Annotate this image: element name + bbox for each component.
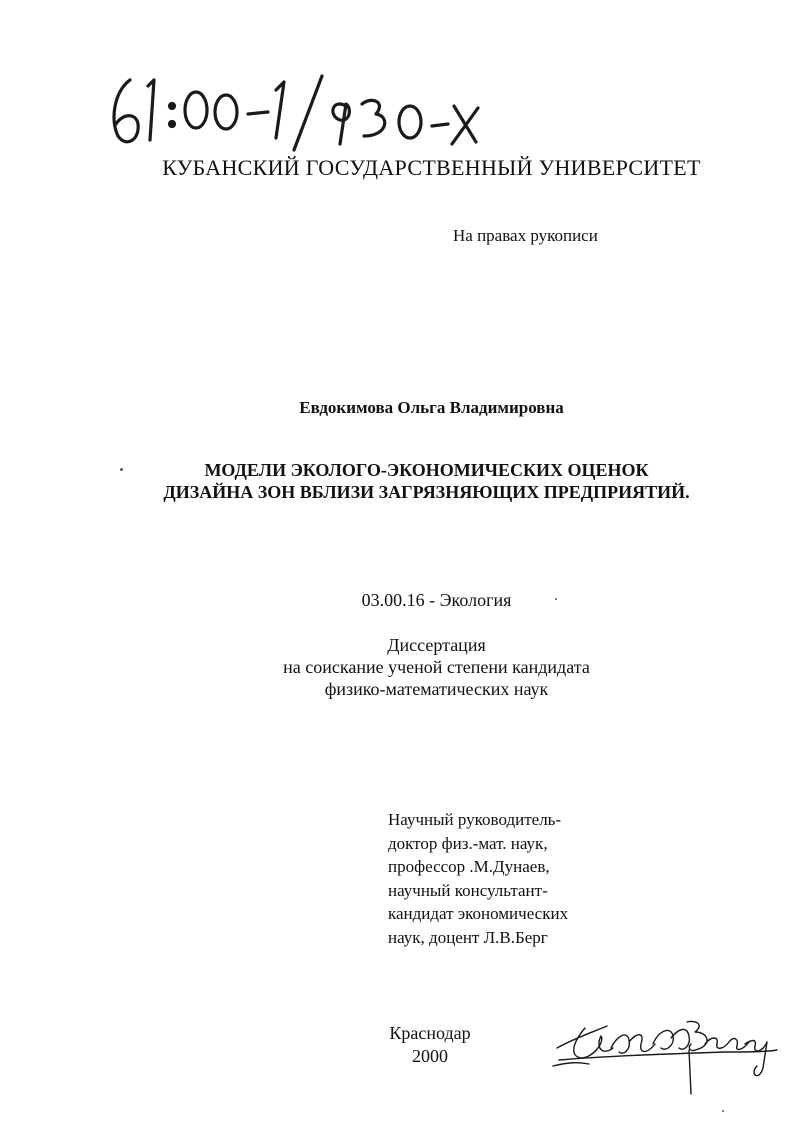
supervisor-line-3: профессор .М.Дунаев, xyxy=(388,857,550,876)
supervisor-line-4: научный консультант- xyxy=(388,880,548,900)
scan-speck xyxy=(120,468,123,471)
city-year xyxy=(370,1022,490,1068)
degree-statement xyxy=(0,634,793,700)
degree-line-1: Диссертация xyxy=(387,635,486,655)
supervisor-line-2: доктор физ.-мат. наук, xyxy=(388,833,548,853)
supervisors-block xyxy=(388,808,568,949)
title-line-1: МОДЕЛИ ЭКОЛОГО-ЭКОНОМИЧЕСКИХ ОЦЕНОК xyxy=(204,460,649,480)
degree-line-2: на соискание ученой степени кандидата xyxy=(283,657,590,677)
specialty-code: 03.00.16 - Экология xyxy=(361,590,512,610)
title-line-2: ДИЗАЙНА ЗОН ВБЛИЗИ ЗАГРЯЗНЯЮЩИХ ПРЕДПРИЯТИЙ. xyxy=(163,482,690,502)
archive-code-handwritten xyxy=(100,58,480,158)
university-name: КУБАНСКИЙ ГОСУДАРСТВЕННЫЙ УНИВЕРСИТЕТ xyxy=(162,155,701,180)
dissertation-title xyxy=(0,459,793,503)
city-name: Краснодар xyxy=(389,1023,471,1043)
supervisor-line-5: кандидат экономических xyxy=(388,904,569,923)
scan-speck xyxy=(722,1110,724,1112)
degree-line-3: физико-математических наук xyxy=(324,679,549,699)
scan-speck xyxy=(555,598,557,600)
year: 2000 xyxy=(412,1046,448,1066)
author-name: Евдокимова Ольга Владимировна xyxy=(299,398,564,417)
rights-note: На правах рукописи xyxy=(453,226,598,245)
supervisor-line-6: наук, доцент Л.В.Берг xyxy=(388,927,548,947)
signature-handwritten xyxy=(545,1002,780,1097)
supervisor-line-1: Научный руководитель- xyxy=(388,810,562,829)
